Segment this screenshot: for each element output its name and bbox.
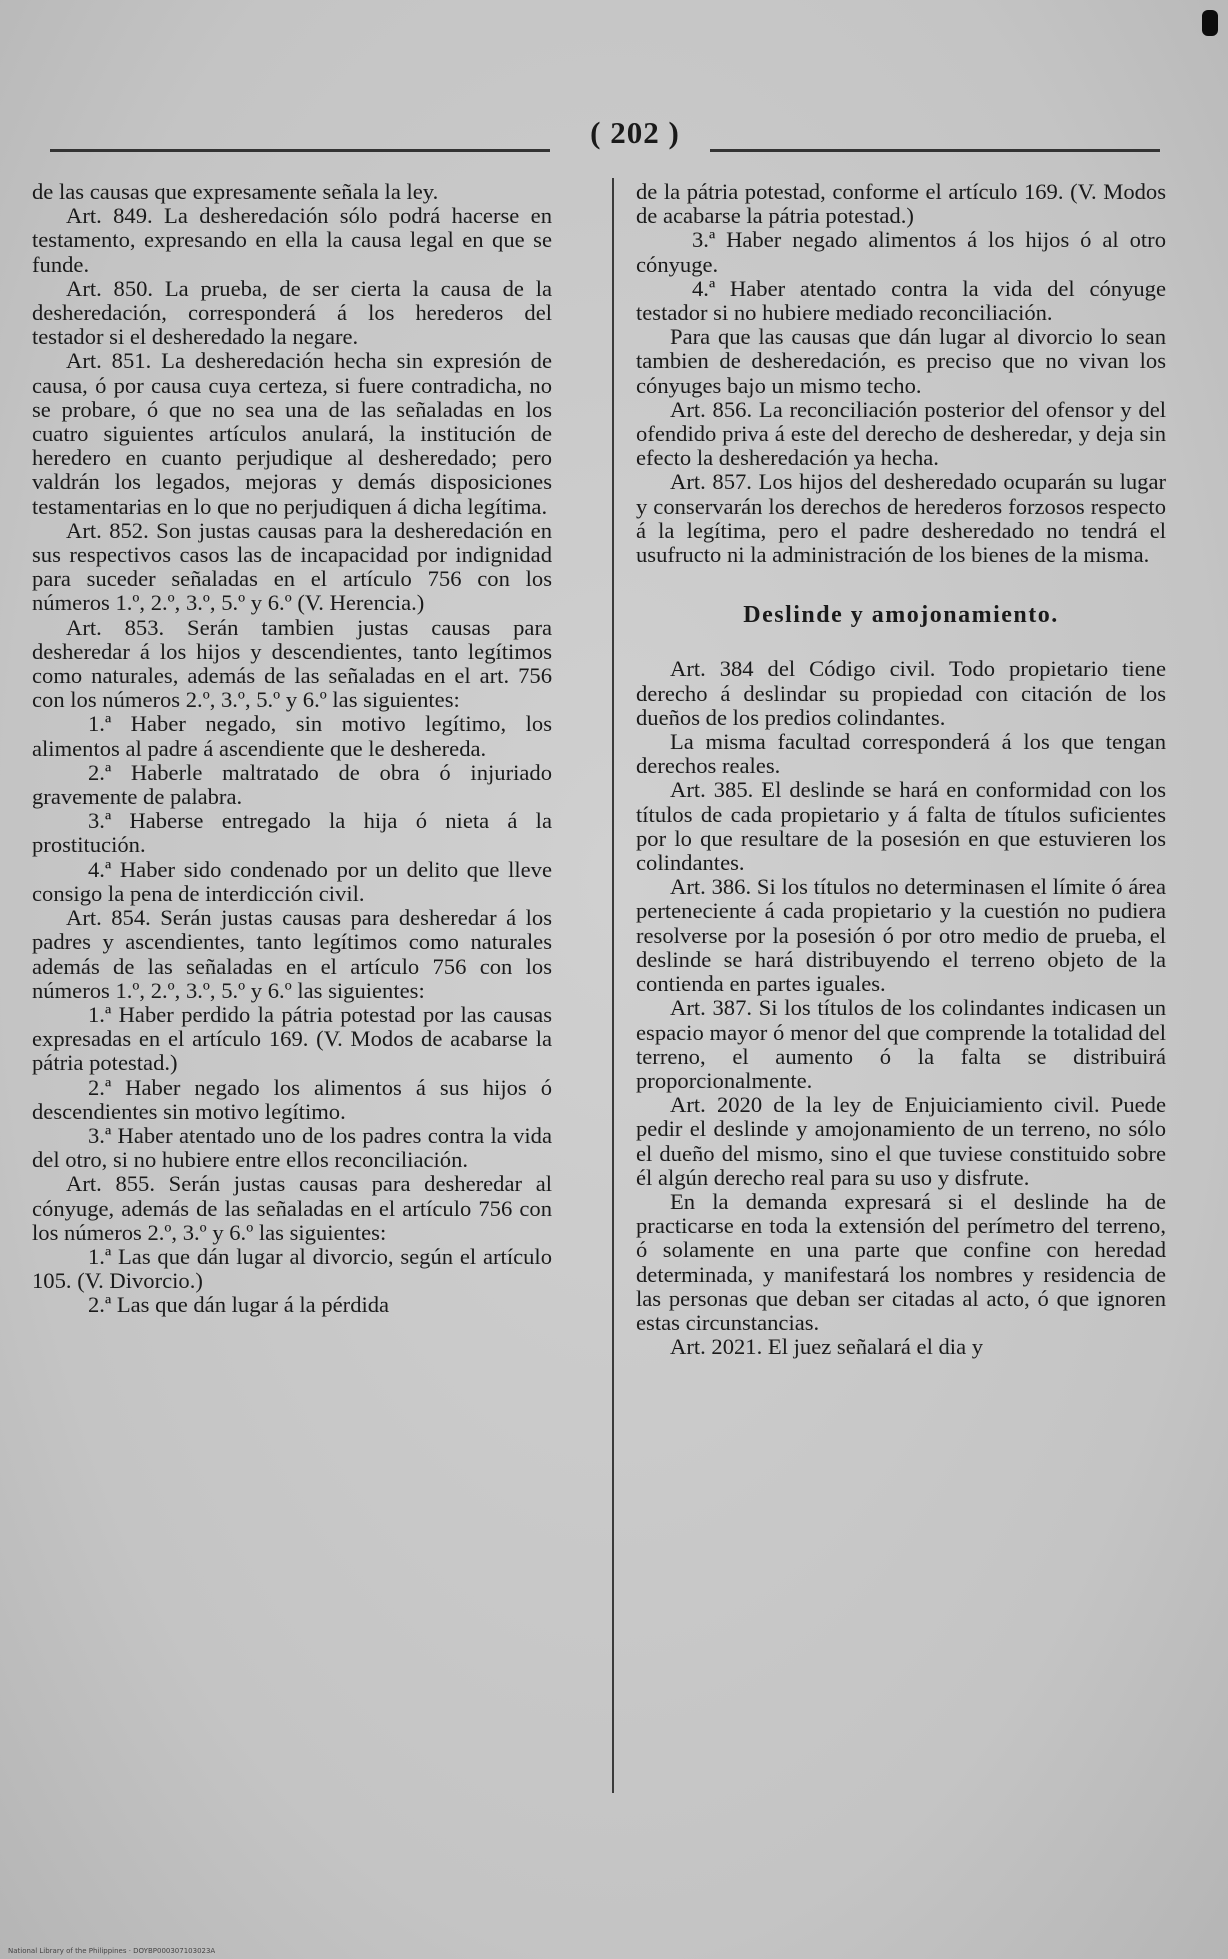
paragraph: Art. 849. La desheredación sólo podrá hacerse en testamento, expresando en ella la causa legal en que se funde. (32, 203, 552, 277)
paragraph: 1.ª Las que dán lugar al divorcio, según el artículo 105. (V. Divorcio.) (32, 1243, 552, 1294)
header-rule-right (710, 149, 1160, 152)
paragraph: 2.ª Haberle maltratado de obra ó injuriado gravemente de palabra. (32, 759, 552, 810)
section-title: Deslinde y amojonamiento. (743, 602, 1059, 629)
paragraph: La misma facultad corresponderá á los que tengan derechos reales. (636, 729, 1166, 779)
scan-edge-mark (1202, 10, 1218, 36)
paragraph: Art. 851. La desheredación hecha sin expresión de causa, ó por causa cuya certeza, si fuere contradicha, no se probare, ó que no sea una de las señaladas en los cuatro siguientes artículos anulará, la institución de heredero en cuanto perjudique al desheredado; pero valdrán los legados, mejoras y demás disposiciones testamentarias en lo que no perjudiquen á dicha legítima. (32, 348, 552, 519)
paragraph: Art. 854. Serán justas causas para desheredar á los padres y ascendientes, tanto legítimos como naturales además de las señaladas en el artículo 756 con los números 1.º, 2.º, 3.º, 5.º y 6.º las siguientes: (32, 905, 552, 1003)
paragraph: En la demanda expresará si el deslinde ha de practicarse en toda la extensión del perímetro del terreno, ó solamente en una parte que confine con heredad determinada, y manifestará los nombres y residencia de las personas que deban ser citadas al acto, ó que ignoren estas circunstancias. (636, 1188, 1166, 1335)
paragraph: Art. 387. Si los títulos de los colindantes indicasen un espacio mayor ó menor del que comprende la totalidad del terreno, el aumento ó la falta se distribuirá proporcionalmente. (636, 995, 1166, 1093)
right-column (636, 180, 1166, 1359)
page-number: ( 202 ) (590, 115, 680, 150)
paragraph: Art. 384 del Código civil. Todo propietario tiene derecho á deslindar su propiedad con citación de los dueños de los predios colindantes. (636, 656, 1166, 730)
paragraph: 3.ª Haber negado alimentos á los hijos ó al otro cónyuge. (636, 227, 1166, 277)
paragraph: Art. 853. Serán tambien justas causas para desheredar á los hijos y descendientes, tanto legítimos como naturales, además de las señaladas en el art. 756 con los números 2.º, 3.º, 5.º y 6.º las siguientes: (32, 614, 552, 713)
paragraph: Art. 850. La prueba, de ser cierta la causa de la desheredación, corresponderá á los herederos del testador si el desheredado la negare. (32, 275, 552, 350)
left-column (32, 180, 552, 1318)
paragraph: 1.ª Haber perdido la pátria potestad por las causas expresadas en el artículo 169. (V. Modos de acabarse la pátria potestad.) (32, 1001, 552, 1076)
paragraph: de las causas que expresamente señala la ley. (32, 179, 439, 204)
scan-credit: National Library of the Philippines · DOYBP000307103023A (8, 1947, 216, 1955)
paragraph: Art. 2021. El juez señalará el dia y (670, 1334, 984, 1360)
paragraph: 3.ª Haberse entregado la hija ó nieta á la prostitución. (32, 808, 552, 858)
paragraph: Art. 385. El deslinde se hará en conformidad con los títulos de cada propietario y á falta de títulos suficientes por lo que resultare de la posesión en que estuvieren los colindantes. (636, 777, 1166, 876)
paragraph: Para que las causas que dán lugar al divorcio lo sean tambien de desheredación, es preciso que no vivan los cónyuges bajo un mismo techo. (636, 324, 1166, 398)
column-divider (612, 178, 614, 1793)
paragraph: Art. 386. Si los títulos no determinasen el límite ó área perteneciente á cada propietario y la cuestión no pudiera resolverse por la posesión ó por otro medio de prueba, el deslinde se hará distribuyendo el terreno objeto de la contienda en partes iguales. (636, 874, 1166, 997)
paragraph: 1.ª Haber negado, sin motivo legítimo, los alimentos al padre á ascendiente que le deshereda. (32, 711, 552, 761)
paragraph: de la pátria potestad, conforme el artículo 169. (V. Modos de acabarse la pátria potestad.) (636, 179, 1166, 229)
paragraph: 2.ª Haber negado los alimentos á sus hijos ó descendientes sin motivo legítimo. (32, 1074, 552, 1124)
paragraph: 2.ª Las que dán lugar á la pérdida (88, 1292, 390, 1318)
header-rule-left (50, 149, 550, 152)
page-header (50, 115, 1160, 155)
paragraph: Art. 2020 de la ley de Enjuiciamiento civil. Puede pedir el deslinde y amojonamiento de un terreno, no sólo el dueño del mismo, sino el que tuviese constituido sobre él algún derecho real para su uso y disfrute. (636, 1092, 1166, 1190)
paragraph: Art. 857. Los hijos del desheredado ocuparán su lugar y conservarán los derechos de herederos forzosos respecto á la legítima, pero el padre desheredado no tendrá el usufructo ni la administración de los bienes de la misma. (636, 469, 1166, 568)
paragraph: 3.ª Haber atentado uno de los padres contra la vida del otro, si no hubiere entre ellos reconciliación. (32, 1122, 552, 1173)
paragraph: 4.ª Haber sido condenado por un delito que lleve consigo la pena de interdicción civil. (32, 856, 552, 906)
paragraph: Art. 856. La reconciliación posterior del ofensor y del ofendido priva á este del derecho de desheredar, y deja sin efecto la desheredación ya hecha. (636, 396, 1166, 471)
paragraph: Art. 852. Son justas causas para la desheredación en sus respectivos casos las de incapacidad por indignidad para suceder señaladas en el artículo 756 con los números 1.º, 2.º, 3.º, 5.º y 6.º (V. Herencia.) (32, 517, 552, 616)
paragraph: Art. 855. Serán justas causas para desheredar al cónyuge, además de las señaladas en el artículo 756 con los números 2.º, 3.º y 6.º las siguientes: (32, 1171, 552, 1245)
paragraph: 4.ª Haber atentado contra la vida del cónyuge testador si no hubiere mediado reconciliación. (636, 275, 1166, 326)
